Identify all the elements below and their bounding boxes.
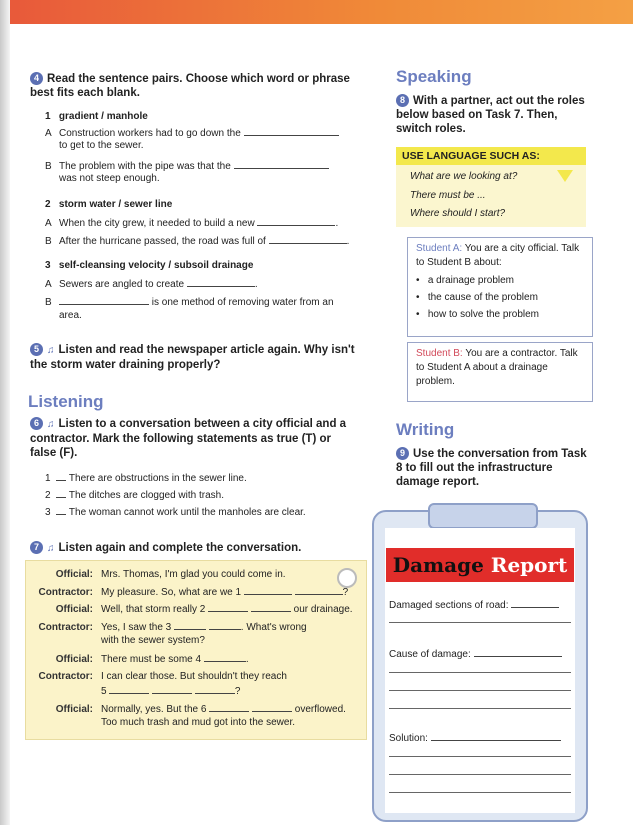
dialog-line: Official: Well, that storm really 2 our drainage. [55, 604, 353, 615]
group1-b: B The problem with the pipe was that the [45, 159, 329, 173]
dialog-line-cont: Too much trash and mud got into the sewer. [101, 717, 295, 728]
damage-report-title: Damage Report [386, 548, 574, 582]
callout-tail [557, 170, 573, 182]
bullet: the cause of the problem [427, 292, 538, 303]
write-line[interactable] [389, 690, 571, 691]
dialog-line: Official: There must be some 4 . [55, 654, 249, 665]
use-language-box [396, 147, 586, 227]
writing-heading: Writing [396, 420, 455, 439]
task4-instruction: 4 Read the sentence pairs. Choose which word or phrase best fits each blank. [30, 73, 350, 99]
bullet: how to solve the problem [427, 309, 540, 320]
group2-a: A When the city grew, it needed to build a new . [45, 218, 339, 229]
task6-instruction: 6 ♫ Listen to a conversation between a city official and a contractor. Mark the following statements as true (T) or false (F). [30, 418, 347, 459]
phrase: There must be ... [410, 190, 486, 201]
dialog-line-cont: with the sewer system? [101, 635, 205, 646]
group1-title: 1 gradient / manhole [45, 111, 148, 122]
clipboard-clip [428, 503, 538, 529]
book-spine-shadow [0, 0, 10, 825]
group3-b: B is one method of removing water from an [45, 297, 334, 308]
write-line[interactable] [389, 792, 571, 793]
dialog-line: Official: Mrs. Thomas, I'm glad you could come in. [55, 569, 286, 580]
listening-heading: Listening [28, 392, 104, 411]
student-b-card: Student B: You are a contractor. Talk to Student A about a drainage problem. [407, 342, 593, 402]
dialog-line: Official: Normally, yes. But the 6 overflowed. [55, 704, 346, 715]
task-number-badge: 7 [30, 541, 43, 554]
task8-instruction: 8 With a partner, act out the roles below based on Task 7. Then, switch roles. [396, 95, 585, 135]
write-line[interactable] [389, 774, 571, 775]
write-line[interactable] [389, 672, 571, 673]
dialog-line: Contractor: Yes, I saw the 3 . What's wrong [38, 622, 307, 633]
task-number-badge: 8 [396, 94, 409, 107]
tf-blank[interactable] [56, 471, 66, 481]
student-b-label: Student B: [416, 348, 463, 359]
tf-item-3: 3 The woman cannot work until the manholes are clear. [45, 507, 306, 518]
group1-a: A Construction workers had to go down the [45, 126, 339, 140]
write-line[interactable] [389, 708, 571, 709]
student-a-label: Student A: [416, 243, 463, 254]
audio-icon: ♫ [47, 345, 55, 356]
group3-title: 3 self-cleansing velocity / subsoil drainage [45, 260, 254, 271]
group2-title: 2 storm water / sewer line [45, 199, 173, 210]
student-a-card: Student A: You are a city official. Talk to Student B about: • a drainage problem • the cause of the problem • how to solve the problem [407, 237, 593, 337]
damaged-sections-input[interactable] [511, 598, 559, 608]
field-damaged-sections: Damaged sections of road: [389, 598, 559, 612]
phrase: Where should I start? [410, 208, 506, 219]
dialog-line: Contractor: I can clear those. But shouldn't they reach [38, 671, 287, 682]
task9-instruction: 9 Use the conversation from Task 8 to fill out the infrastructure damage report. [396, 448, 587, 488]
bullet: a drainage problem [427, 275, 515, 286]
use-language-title: USE LANGUAGE SUCH AS: [396, 147, 586, 165]
tf-blank[interactable] [56, 488, 66, 498]
audio-icon: ♫ [47, 419, 55, 430]
group3-b-cont: area. [59, 310, 82, 321]
dialog-line-cont: 5 ? [101, 686, 241, 697]
write-line[interactable] [389, 622, 571, 623]
cause-input[interactable] [474, 647, 562, 657]
task-number-badge: 4 [30, 72, 43, 85]
task-number-badge: 5 [30, 343, 43, 356]
group1-a-cont: to get to the sewer. [59, 140, 144, 151]
dialog-line: Contractor: My pleasure. So, what are we 1 ? [38, 587, 349, 598]
group3-a: A Sewers are angled to create . [45, 279, 258, 290]
task-number-badge: 6 [30, 417, 43, 430]
tf-item-2: 2 The ditches are clogged with trash. [45, 490, 224, 501]
top-color-band [0, 0, 633, 24]
group1-b-cont: was not steep enough. [59, 173, 160, 184]
task7-instruction: 7 ♫ Listen again and complete the conversation. [30, 541, 360, 556]
solution-input[interactable] [431, 731, 561, 741]
tf-item-1: 1 There are obstructions in the sewer line. [45, 473, 247, 484]
task-number-badge: 9 [396, 447, 409, 460]
write-line[interactable] [389, 756, 571, 757]
speaking-heading: Speaking [396, 67, 472, 86]
field-solution: Solution: [389, 731, 561, 745]
audio-icon: ♫ [47, 543, 55, 554]
field-cause: Cause of damage: [389, 647, 562, 661]
tf-blank[interactable] [56, 505, 66, 515]
task5-instruction: 5 ♫ Listen and read the newspaper article again. Why isn't the storm water draining properly? [30, 344, 355, 371]
group2-b: B After the hurricane passed, the road was full of . [45, 236, 350, 247]
phrase: What are we looking at? [410, 171, 518, 182]
